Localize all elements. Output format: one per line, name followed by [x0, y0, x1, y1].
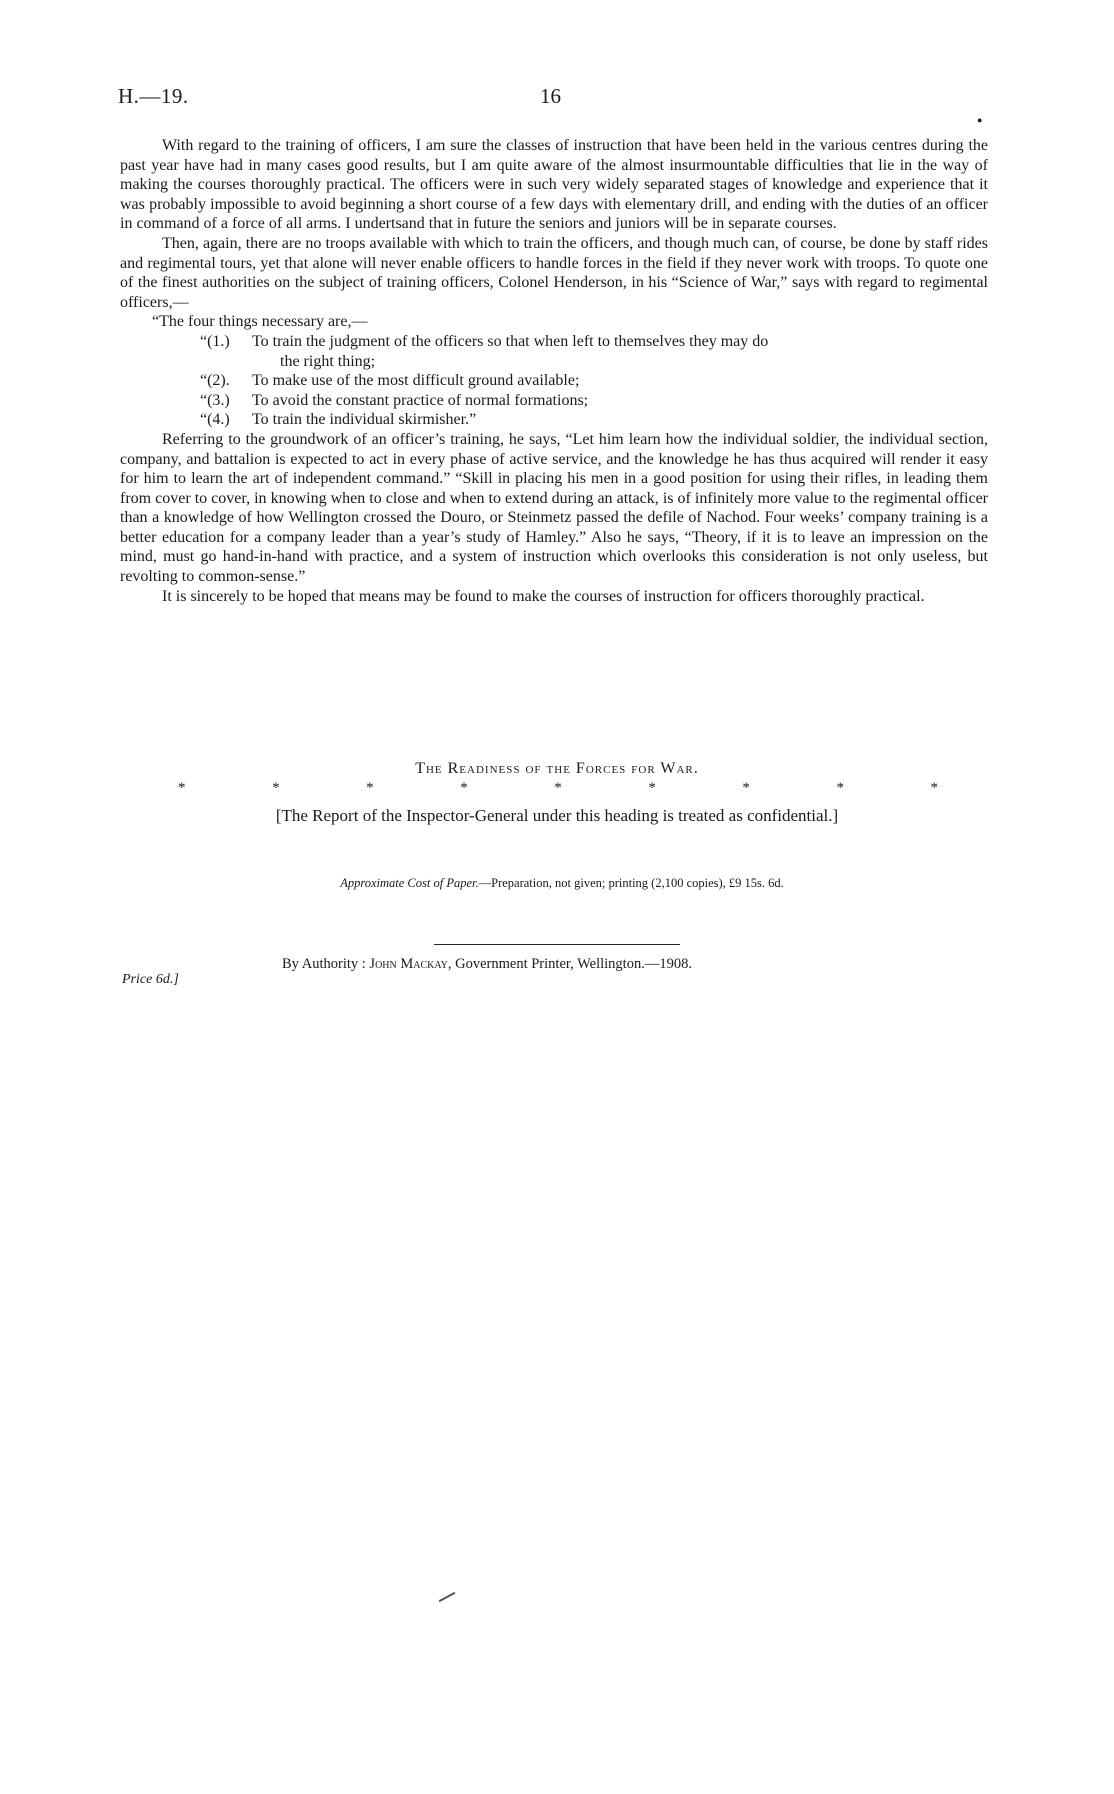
page-number: 16	[540, 84, 561, 108]
paragraph-training-officers: With regard to the training of officers, I am sure the classes of instruction that have been held in the various centres during the past year have had in many cases good results, but I am quite aware of the almost insurmountable difficulties that lie in the way of making the courses thoroughly practical. The officers were in such very widely separated stages of knowledge and experience that it was probably impossible to avoid beginning a short course of a few days with elementary drill, and ending with the duties of an officer in command of a force of all arms. I undertsand that in future the seniors and juniors will be in separate courses.	[120, 137, 988, 233]
authority-prefix: By Authority :	[282, 956, 370, 972]
asterisk: *	[178, 780, 186, 796]
list-item-text: To avoid the constant practice of normal formations;	[252, 391, 589, 409]
list-item-continuation: the right thing;	[280, 352, 376, 370]
list-item	[120, 332, 988, 371]
list-item-text: To make use of the most difficult ground available;	[252, 372, 580, 390]
list-item-number: “(3.)	[200, 391, 230, 409]
printer-name: John Mackay	[369, 956, 448, 972]
section-heading: The Readiness of the Forces for War.	[415, 760, 699, 777]
asterisk: *	[836, 780, 844, 796]
list-item-number: “(4.)	[200, 411, 230, 429]
ink-dot-mark: ●	[977, 115, 983, 125]
paragraph-no-troops: Then, again, there are no troops available with which to train the officers, and though much can, of course, be done by staff rides and regimental tours, yet that alone will never enable officers to handle forces in the field if they never work with troops. To quote one of the finest authorities on the subject of training officers, Colonel Henderson, in his “Science of War,” says with regard to regimental officers,—	[120, 234, 988, 311]
price: Price 6d.]	[122, 972, 179, 987]
printer-imprint	[282, 956, 692, 973]
cost-details: —Preparation, not given; printing (2,100 copies), £9 15s. 6d.	[478, 876, 784, 890]
asterisk: *	[648, 780, 656, 796]
report-body	[120, 136, 988, 606]
confidential-note: [The Report of the Inspector-General under this heading is treated as confidential.]	[275, 806, 839, 825]
asterisk: *	[366, 780, 374, 796]
stray-pen-mark	[439, 1592, 456, 1602]
asterisk-row	[178, 780, 938, 797]
list-item-text: To train the judgment of the officers so that when left to themselves they may do	[252, 332, 769, 350]
asterisk: *	[272, 780, 280, 796]
asterisk: *	[930, 780, 938, 796]
asterisk: *	[742, 780, 750, 796]
list-item	[120, 391, 988, 411]
list-item	[120, 410, 988, 430]
asterisk: *	[554, 780, 562, 796]
cost-label: Approximate Cost of Paper.	[340, 876, 479, 890]
quote-lead: “The four things necessary are,—	[152, 313, 368, 331]
cost-of-paper	[0, 876, 1114, 891]
asterisk: *	[460, 780, 468, 796]
footer-rule	[434, 944, 680, 945]
list-item-text: To train the individual skirmisher.”	[252, 411, 477, 429]
paragraph-groundwork: Referring to the groundwork of an officer’s training, he says, “Let him learn how the individual soldier, the individual section, company, and battalion is expected to act in every phase of active service, and the knowledge he has thus acquired will render it easy for him to learn the art of independent command.” “Skill in placing his men in a good position for using their rifles, in leading them from cover to cover, in knowing when to close and when to extend during an attack, is of infinitely more value to the regimental officer than a knowledge of how Wellington crossed the Douro, or Steinmetz passed the defile of Nachod. Four weeks’ company training is a better education for a company leader than a year’s study of Hamley.” Also he says, “Theory, if it is to leave an impression on the mind, must go hand-in-hand with practice, and a system of instruction which overlooks this consideration is not only useless, but revolting to common-sense.”	[120, 430, 988, 586]
list-item	[120, 371, 988, 391]
paragraph-conclusion: It is sincerely to be hoped that means may be found to make the courses of instruction for officers thoroughly practical.	[162, 587, 925, 605]
document-reference: H.—19.	[118, 84, 189, 108]
list-item-number: “(2).	[200, 372, 230, 390]
list-item-number: “(1.)	[200, 332, 230, 350]
authority-suffix: , Government Printer, Wellington.—1908.	[447, 956, 692, 972]
